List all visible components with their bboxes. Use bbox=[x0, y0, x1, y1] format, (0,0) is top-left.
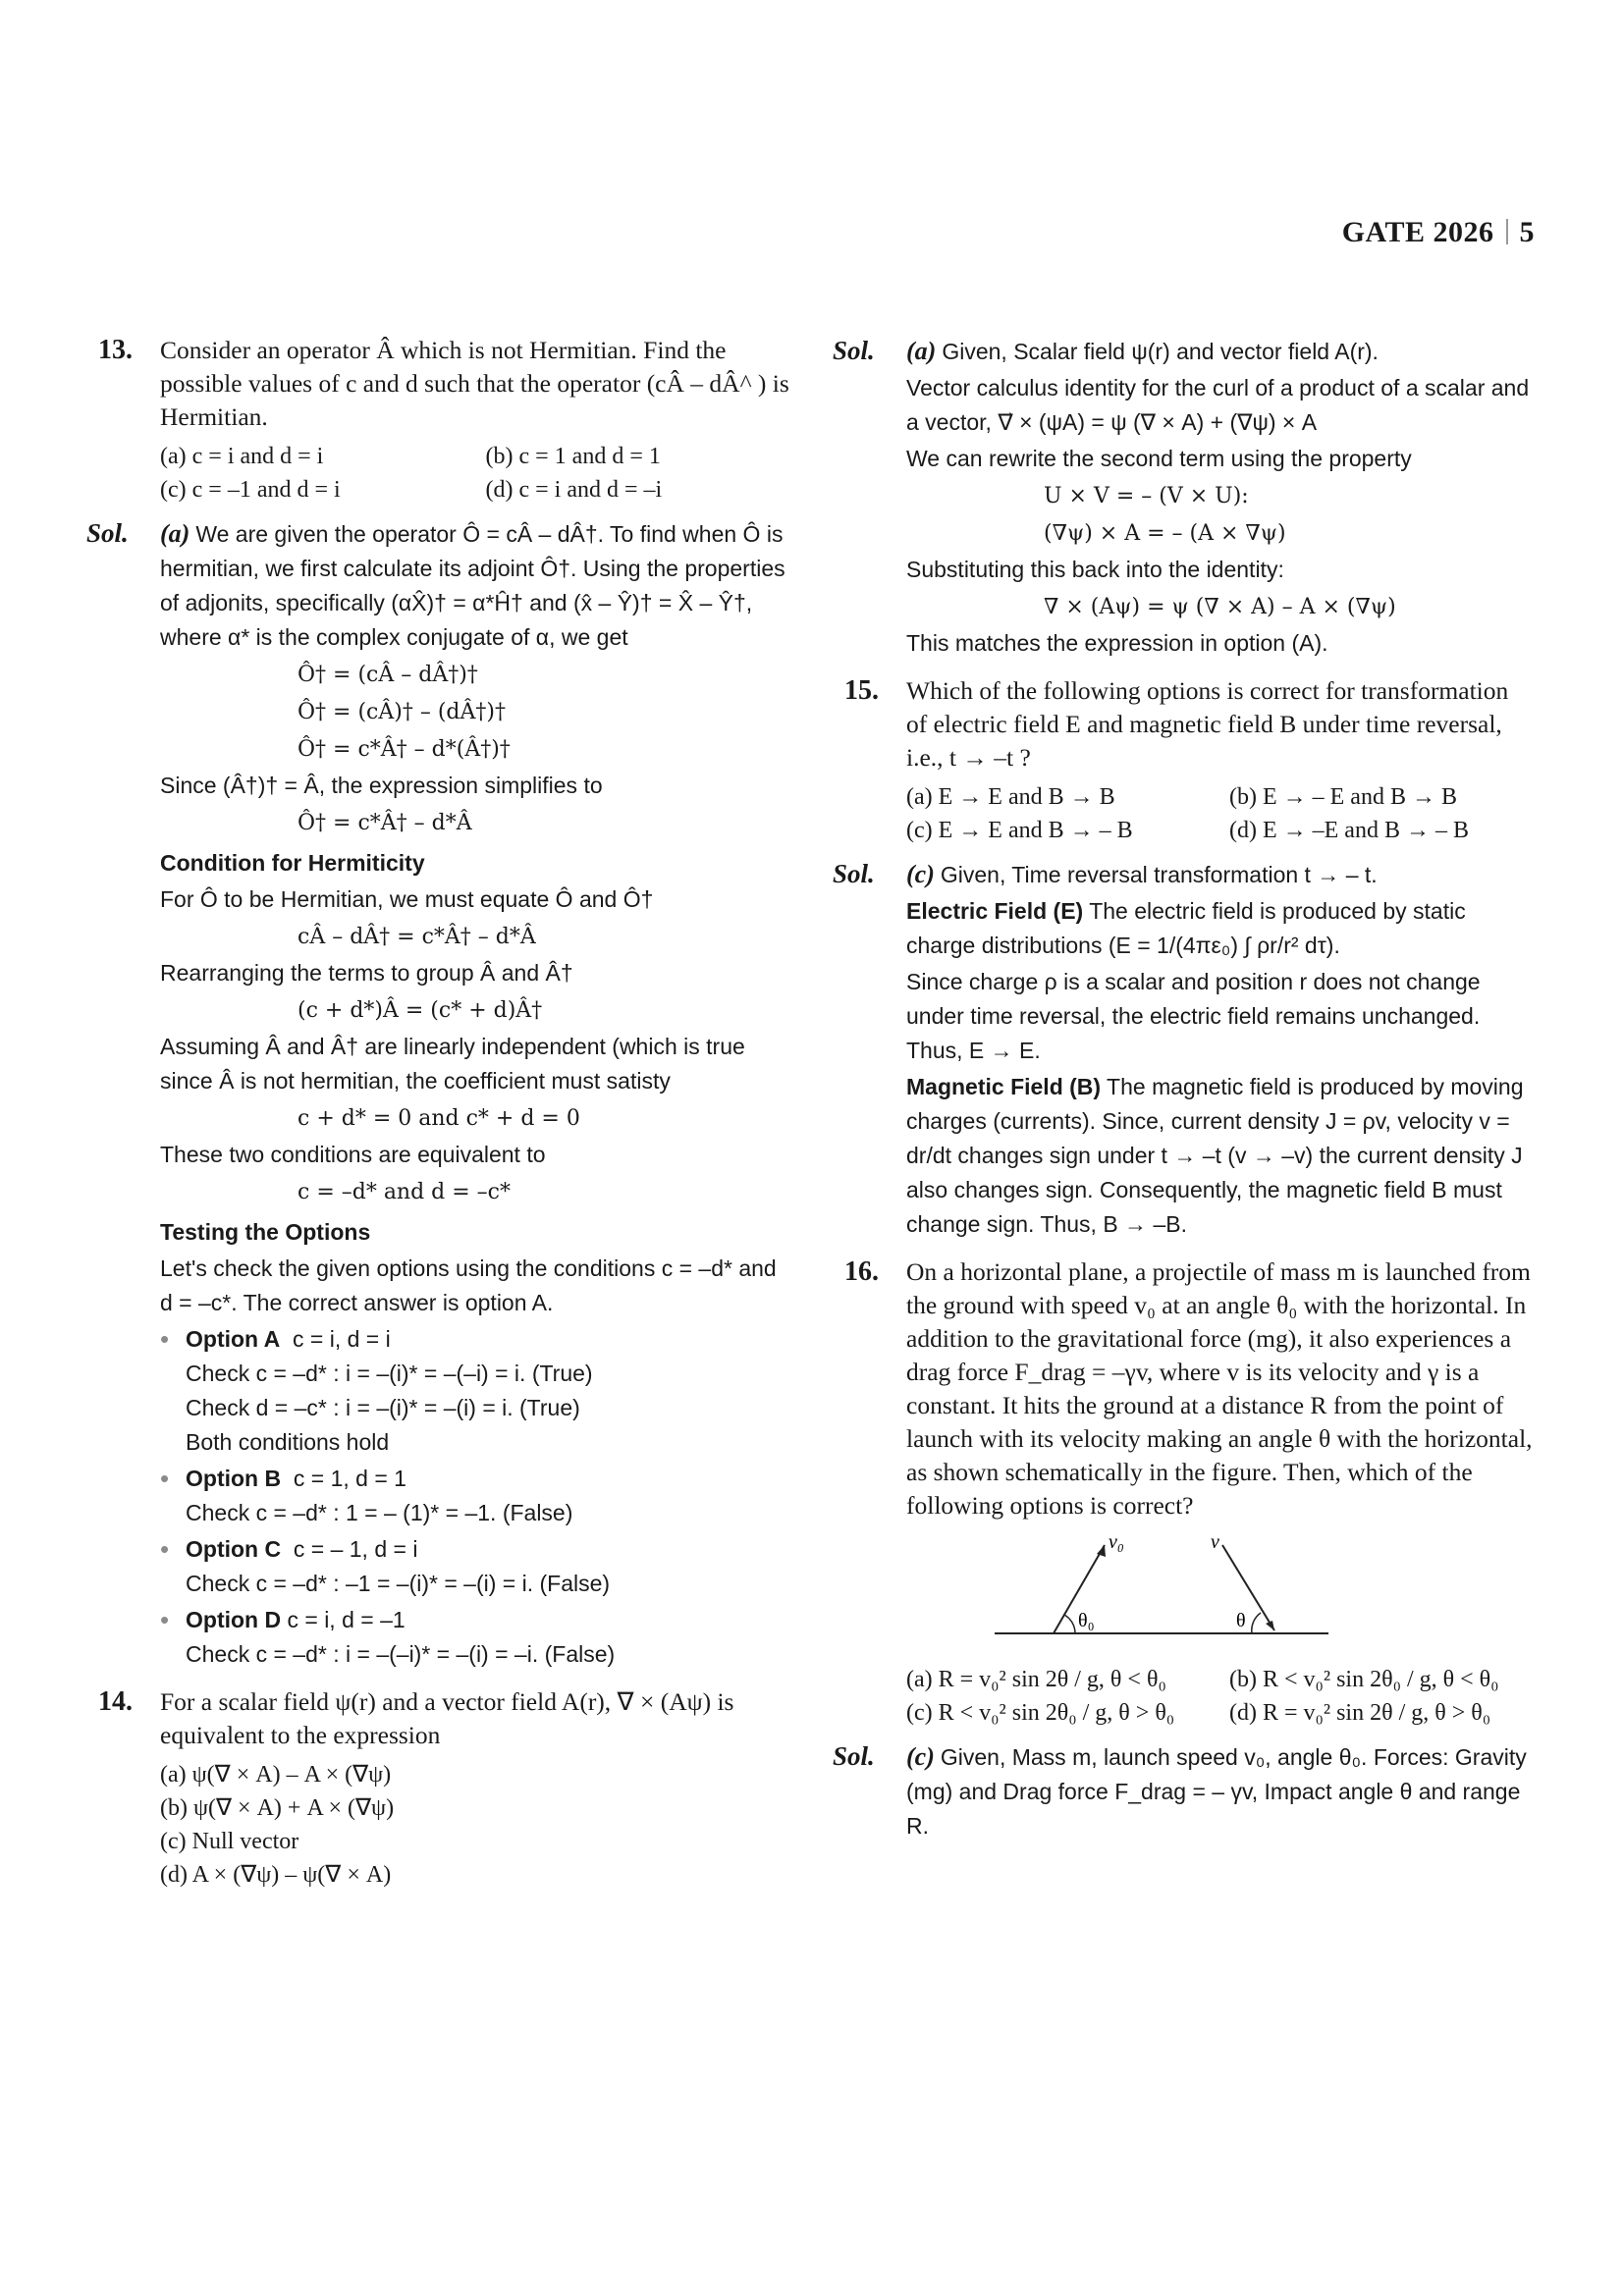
option-d: (d) c = i and d = –i bbox=[485, 477, 663, 503]
question-14 bbox=[86, 1685, 793, 1892]
equation: (∇ψ) × A = – (A × ∇ψ) bbox=[1044, 521, 1286, 546]
solution-text: The electric field is produced by static charge distributions (E = 1/(4πε₀) ∫ ρr/r² dτ). bbox=[906, 898, 1466, 958]
v0-label: v₀ bbox=[1109, 1531, 1124, 1553]
check-line: Both conditions hold bbox=[186, 1429, 390, 1455]
solution-text: Given, Time reversal transformation t → – t. bbox=[940, 862, 1378, 887]
question-number: 16. bbox=[844, 1256, 879, 1287]
equation: Ô† = c*Â† – d*(Â†)† bbox=[298, 737, 511, 762]
theta-label: θ bbox=[1236, 1610, 1246, 1631]
options bbox=[160, 1758, 793, 1892]
check-line: Check c = –d* : –1 = –(i)* = –(i) = i. (False) bbox=[186, 1571, 611, 1596]
exam-title: GATE 2026 bbox=[1341, 216, 1494, 248]
option-c: (c) Null vector bbox=[160, 1829, 299, 1854]
projectile-diagram bbox=[995, 1530, 1328, 1648]
solution-text: The magnetic field is produced by moving charges (currents). Since, current density J = ρv, velocity v = dr/dt changes sign under t → –t (v → –v) the current density J also changes sign. Consequently, the magnetic field B must change sign. Thus, B → –B. bbox=[906, 1074, 1524, 1237]
solution-tag: Sol. bbox=[833, 336, 875, 365]
solution-text: Assuming Â and Â† are linearly independent (which is true since Â is not hermitian, the coefficient must satisty bbox=[160, 1034, 745, 1094]
solution-15 bbox=[833, 857, 1535, 1242]
solution-text: Since (Â†)† = Â, the expression simplifies to bbox=[160, 773, 603, 798]
solution-16 bbox=[833, 1739, 1535, 1843]
option-label: Option A bbox=[186, 1326, 281, 1352]
header-divider bbox=[1506, 219, 1508, 244]
options bbox=[160, 440, 793, 507]
solution-text: Let's check the given options using the conditions c = –d* and d = –c*. The correct answer is option A. bbox=[160, 1255, 777, 1315]
answer-label: (c) bbox=[906, 1742, 935, 1771]
options bbox=[906, 780, 1535, 847]
option-label: Option B bbox=[186, 1466, 282, 1491]
option-values: c = – 1, d = i bbox=[293, 1536, 418, 1562]
solution-text: Given, Mass m, launch speed v₀, angle θ₀. Forces: Gravity (mg) and Drag force F_drag = – γv, Impact angle θ and range R. bbox=[906, 1744, 1527, 1839]
equation: U × V = – (V × U): bbox=[1044, 484, 1249, 508]
answer-label: (a) bbox=[160, 519, 190, 548]
solution-text: This matches the expression in option (A). bbox=[906, 630, 1328, 656]
option-b: (b) ψ(∇ × A) + A × (∇ψ) bbox=[160, 1795, 395, 1821]
arrowhead bbox=[1266, 1621, 1274, 1630]
equation: Ô† = c*Â† – d*Â bbox=[298, 811, 472, 835]
question-stem: For a scalar field ψ(r) and a vector field A(r), ∇ × (Aψ) is equivalent to the expression bbox=[160, 1687, 734, 1749]
section-heading: Condition for Hermiticity bbox=[160, 850, 425, 876]
check-line: Check c = –d* : 1 = – (1)* = –1. (False) bbox=[186, 1500, 573, 1525]
option-d: (d) R = v₀² sin 2θ / g, θ > θ₀ bbox=[1229, 1700, 1491, 1726]
solution-text: Rearranging the terms to group Â and Â† bbox=[160, 960, 573, 986]
impact-velocity-arrow bbox=[1222, 1545, 1274, 1630]
solution-tag: Sol. bbox=[833, 1741, 875, 1771]
options bbox=[906, 1663, 1535, 1730]
solution-text: We can rewrite the second term using the property bbox=[906, 446, 1412, 471]
question-stem: Consider an operator Â which is not Hermitian. Find the possible values of c and d such that the operator (cÂ – dÂ^ ) is Hermitian. bbox=[160, 336, 789, 431]
option-a: (a) E → E and B → B bbox=[906, 784, 1115, 810]
projectile-figure bbox=[995, 1530, 1535, 1657]
answer-label: (c) bbox=[906, 860, 935, 888]
impact-angle-arc bbox=[1252, 1613, 1261, 1633]
equation: c = –d* and d = –c* bbox=[298, 1180, 512, 1204]
equation: ∇ × (Aψ) = ψ (∇ × A) – A × (∇ψ) bbox=[1044, 595, 1396, 619]
option-label: Option D bbox=[186, 1607, 282, 1632]
solution-tag: Sol. bbox=[86, 518, 129, 548]
left-column bbox=[86, 334, 793, 1897]
check-line: Check c = –d* : i = –(–i)* = –(i) = –i. (False) bbox=[186, 1641, 616, 1667]
question-16 bbox=[833, 1255, 1535, 1730]
check-line: Check d = –c* : i = –(i)* = –(i) = i. (True) bbox=[186, 1395, 580, 1420]
option-d: (d) A × (∇ψ) – ψ(∇ × A) bbox=[160, 1862, 392, 1888]
equation: c + d* = 0 and c* + d = 0 bbox=[298, 1106, 580, 1131]
section-heading: Testing the Options bbox=[160, 1219, 371, 1245]
question-number: 15. bbox=[844, 675, 879, 706]
solution-text: Vector calculus identity for the curl of a product of a scalar and a vector, ∇⃗ × (ψA) = ψ (∇ × A) + (∇ψ) × A bbox=[906, 375, 1530, 435]
solution-text: These two conditions are equivalent to bbox=[160, 1142, 546, 1167]
question-number: 13. bbox=[98, 335, 133, 365]
option-check-d bbox=[160, 1603, 793, 1637]
option-values: c = 1, d = 1 bbox=[293, 1466, 406, 1491]
page-number: 5 bbox=[1519, 216, 1535, 248]
solution-text: We are given the operator Ô = cÂ – dÂ†. To find when Ô is hermitian, we first calculate its adjoint Ô†. Using the properties of adjonits, specifically (αX̂)† = α*Ĥ† and (x̂ – Ŷ)† = X̂ – Ŷ†, where α* is the complex conjugate of α, we get bbox=[160, 521, 785, 650]
option-d: (d) E → –E and B → – B bbox=[1229, 818, 1469, 843]
option-a: (a) ψ(∇ × A) – A × (∇ψ) bbox=[160, 1762, 392, 1788]
option-values: c = i, d = i bbox=[293, 1326, 391, 1352]
question-stem: On a horizontal plane, a projectile of mass m is launched from the ground with speed v₀ at an angle θ₀ with the horizontal. In addition to the gravitational force (mg), it also experiences a drag force F_drag = –γv, where v is its velocity and γ is a constant. It hits the ground at a distance R from the point of launch with its velocity making an angle θ with the horizontal, as shown schematically in the figure. Then, which of the following options is correct? bbox=[906, 1257, 1533, 1520]
solution-14 bbox=[833, 334, 1535, 661]
right-column bbox=[833, 334, 1535, 1857]
section-heading: Electric Field (E) bbox=[906, 898, 1084, 924]
answer-label: (a) bbox=[906, 337, 937, 365]
question-15 bbox=[833, 674, 1535, 847]
option-check-b bbox=[160, 1462, 793, 1496]
option-c: (c) E → E and B → – B bbox=[906, 818, 1133, 843]
solution-text: Since charge ρ is a scalar and position r does not change under time reversal, the electric field remains unchanged. Thus, E → E. bbox=[906, 969, 1481, 1063]
option-check-c bbox=[160, 1532, 793, 1567]
option-b: (b) R < v₀² sin 2θ₀ / g, θ < θ₀ bbox=[1229, 1667, 1499, 1692]
equation: Ô† = (cÂ)† – (dÂ†)† bbox=[298, 700, 506, 724]
option-b: (b) c = 1 and d = 1 bbox=[485, 444, 661, 469]
option-c: (c) c = –1 and d = i bbox=[160, 477, 341, 503]
section-heading: Magnetic Field (B) bbox=[906, 1074, 1102, 1099]
option-b: (b) E → – E and B → B bbox=[1229, 784, 1457, 810]
v-label: v bbox=[1211, 1531, 1219, 1553]
launch-angle-arc bbox=[1064, 1615, 1075, 1633]
option-a: (a) R = v₀² sin 2θ / g, θ < θ₀ bbox=[906, 1667, 1166, 1692]
question-stem: Which of the following options is correct for transformation of electric field E and magnetic field B under time reversal, i.e., t → –t ? bbox=[906, 676, 1509, 772]
solution-tag: Sol. bbox=[833, 859, 875, 888]
solution-text: Substituting this back into the identity: bbox=[906, 557, 1284, 582]
option-values: c = i, d = –1 bbox=[287, 1607, 406, 1632]
theta0-label: θ₀ bbox=[1078, 1610, 1095, 1631]
equation: Ô† = (cÂ – dÂ†)† bbox=[298, 663, 478, 687]
option-c: (c) R < v₀² sin 2θ₀ / g, θ > θ₀ bbox=[906, 1700, 1175, 1726]
equation: cÂ – dÂ† = c*Â† – d*Â bbox=[298, 925, 536, 949]
solution-text: For Ô to be Hermitian, we must equate Ô and Ô† bbox=[160, 886, 654, 912]
check-line: Check c = –d* : i = –(i)* = –(–i) = i. (True) bbox=[186, 1361, 593, 1386]
option-a: (a) c = i and d = i bbox=[160, 444, 324, 469]
solution-text: Given, Scalar field ψ(r) and vector field A(r). bbox=[942, 339, 1379, 364]
page-header bbox=[1342, 216, 1535, 249]
question-number: 14. bbox=[98, 1686, 133, 1717]
solution-13 bbox=[86, 516, 793, 1672]
equation: (c + d*)Â = (c* + d)Â† bbox=[298, 998, 543, 1023]
option-label: Option C bbox=[186, 1536, 282, 1562]
option-check-a bbox=[160, 1322, 793, 1357]
question-13 bbox=[86, 334, 793, 507]
